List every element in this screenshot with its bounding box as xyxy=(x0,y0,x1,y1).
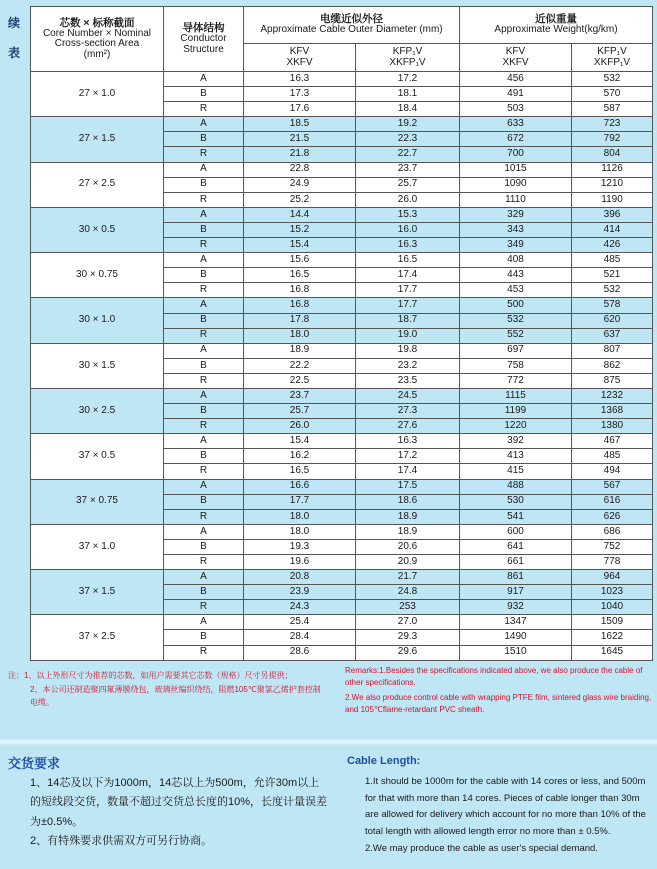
conductor-cell: A xyxy=(164,162,244,177)
core-spec-cell: 30 × 2.5 xyxy=(31,388,164,433)
weight-kfp1v-cell: 570 xyxy=(572,87,653,102)
weight-kfv-cell: 532 xyxy=(460,313,572,328)
section-divider xyxy=(0,738,657,746)
conductor-cell: B xyxy=(164,358,244,373)
table-row xyxy=(31,570,653,585)
weight-kfp1v-cell: 1126 xyxy=(572,162,653,177)
weight-kfv-cell: 1490 xyxy=(460,630,572,645)
table-row xyxy=(31,388,653,403)
diameter-kfp1v-cell: 17.5 xyxy=(356,479,460,494)
diameter-kfv-cell: 18.9 xyxy=(244,343,356,358)
weight-kfp1v-cell: 532 xyxy=(572,283,653,298)
diameter-kfp1v-cell: 23.7 xyxy=(356,162,460,177)
weight-kfv-cell: 917 xyxy=(460,585,572,600)
weight-kfp1v-cell: 521 xyxy=(572,268,653,283)
diameter-kfp1v-cell: 18.9 xyxy=(356,524,460,539)
diameter-kfp1v-cell: 24.8 xyxy=(356,585,460,600)
diameter-kfv-cell: 15.6 xyxy=(244,253,356,268)
diameter-kfv-cell: 28.6 xyxy=(244,645,356,660)
core-spec-cell: 30 × 1.0 xyxy=(31,298,164,343)
diameter-kfv-cell: 23.9 xyxy=(244,585,356,600)
conductor-cell: B xyxy=(164,539,244,554)
weight-kfp1v-cell: 637 xyxy=(572,328,653,343)
diameter-kfv-cell: 22.5 xyxy=(244,373,356,388)
diameter-kfp1v-cell: 23.5 xyxy=(356,373,460,388)
core-spec-cell: 27 × 1.0 xyxy=(31,72,164,117)
weight-kfp1v-cell: 1023 xyxy=(572,585,653,600)
weight-kfp1v-cell: 578 xyxy=(572,298,653,313)
weight-kfp1v-cell: 752 xyxy=(572,539,653,554)
diameter-kfv-cell: 16.5 xyxy=(244,268,356,283)
diameter-kfv-cell: 22.8 xyxy=(244,162,356,177)
diameter-kfp1v-cell: 18.6 xyxy=(356,494,460,509)
delivery-title-en: Cable Length: xyxy=(347,755,421,767)
delivery-body-en xyxy=(347,774,652,857)
note-en-1: Remarks:1.Besides the specifications indicated above, we also produce the cable of other specifications. xyxy=(345,666,643,687)
diameter-kfv-cell: 25.2 xyxy=(244,192,356,207)
delivery-en-p2: 2.We may produce the cable as user's special demand. xyxy=(365,842,598,854)
weight-kfp1v-cell: 686 xyxy=(572,524,653,539)
diameter-kfv-cell: 18.0 xyxy=(244,328,356,343)
diameter-kfp1v-cell: 20.6 xyxy=(356,539,460,554)
diameter-kfv-cell: 19.6 xyxy=(244,555,356,570)
delivery-cn-p1: 1、14芯及以下为1000m，14芯以上为500m，允许30m以上的短线段交货，数量不超过交货总长度的10%，长度计量误差为±0.5%。 xyxy=(30,777,328,828)
weight-kfv-cell: 1115 xyxy=(460,388,572,403)
conductor-cell: R xyxy=(164,238,244,253)
weight-kfv-cell: 1110 xyxy=(460,192,572,207)
diameter-kfv-cell: 22.2 xyxy=(244,358,356,373)
weight-kfv-cell: 600 xyxy=(460,524,572,539)
notes-chinese xyxy=(8,669,328,710)
conductor-cell: B xyxy=(164,585,244,600)
weight-kfp1v-cell: 532 xyxy=(572,72,653,87)
diameter-kfp1v-cell: 22.7 xyxy=(356,147,460,162)
diameter-kfp1v-cell: 18.4 xyxy=(356,102,460,117)
weight-kfp1v-cell: 862 xyxy=(572,358,653,373)
weight-kfv-cell: 530 xyxy=(460,494,572,509)
note-cn-2: 2、本公司还制造聚四氟薄膜绕包，玻璃丝编织绕结，阻燃105℃聚氯乙烯护套控制电缆。 xyxy=(30,684,321,708)
conductor-cell: R xyxy=(164,147,244,162)
diameter-kfv-cell: 17.3 xyxy=(244,87,356,102)
header-conductor: 导体结构 Conductor Structure xyxy=(164,7,244,72)
side-label-continued-2: 表 xyxy=(7,46,20,60)
conductor-cell: R xyxy=(164,509,244,524)
header-weight-kfv: KFV XKFV xyxy=(460,44,572,72)
weight-kfv-cell: 700 xyxy=(460,147,572,162)
diameter-kfv-cell: 16.3 xyxy=(244,72,356,87)
weight-kfp1v-cell: 626 xyxy=(572,509,653,524)
core-spec-cell: 37 × 0.5 xyxy=(31,434,164,479)
weight-kfp1v-cell: 567 xyxy=(572,479,653,494)
diameter-kfp1v-cell: 17.2 xyxy=(356,72,460,87)
conductor-cell: A xyxy=(164,524,244,539)
diameter-kfv-cell: 19.3 xyxy=(244,539,356,554)
weight-kfp1v-cell: 485 xyxy=(572,253,653,268)
weight-kfv-cell: 491 xyxy=(460,87,572,102)
table-row xyxy=(31,117,653,132)
conductor-cell: A xyxy=(164,72,244,87)
diameter-kfv-cell: 28.4 xyxy=(244,630,356,645)
conductor-cell: B xyxy=(164,132,244,147)
diameter-kfp1v-cell: 17.7 xyxy=(356,283,460,298)
weight-kfv-cell: 408 xyxy=(460,253,572,268)
weight-kfv-cell: 661 xyxy=(460,555,572,570)
weight-kfv-cell: 758 xyxy=(460,358,572,373)
weight-kfv-cell: 861 xyxy=(460,570,572,585)
diameter-kfp1v-cell: 17.4 xyxy=(356,464,460,479)
weight-kfp1v-cell: 807 xyxy=(572,343,653,358)
diameter-kfv-cell: 25.4 xyxy=(244,615,356,630)
weight-kfv-cell: 443 xyxy=(460,268,572,283)
diameter-kfp1v-cell: 29.6 xyxy=(356,645,460,660)
diameter-kfp1v-cell: 26.0 xyxy=(356,192,460,207)
weight-kfp1v-cell: 723 xyxy=(572,117,653,132)
note-cn-1: 注：1、以上外形尺寸为推荐的芯数，如用户需要其它芯数（规格）尺寸另提供； xyxy=(8,671,293,680)
core-spec-cell: 37 × 1.5 xyxy=(31,570,164,615)
diameter-kfp1v-cell: 19.2 xyxy=(356,117,460,132)
delivery-body-cn xyxy=(8,774,328,851)
conductor-cell: B xyxy=(164,268,244,283)
weight-kfv-cell: 641 xyxy=(460,539,572,554)
weight-kfp1v-cell: 1380 xyxy=(572,419,653,434)
weight-kfp1v-cell: 1368 xyxy=(572,404,653,419)
diameter-kfv-cell: 21.8 xyxy=(244,147,356,162)
conductor-cell: A xyxy=(164,615,244,630)
weight-kfp1v-cell: 964 xyxy=(572,570,653,585)
delivery-cn-p2: 2、有特殊要求供需双方可另行协商。 xyxy=(30,834,213,847)
diameter-kfp1v-cell: 27.3 xyxy=(356,404,460,419)
diameter-kfv-cell: 15.4 xyxy=(244,238,356,253)
conductor-cell: B xyxy=(164,404,244,419)
weight-kfp1v-cell: 778 xyxy=(572,555,653,570)
conductor-cell: R xyxy=(164,645,244,660)
core-spec-cell: 30 × 0.5 xyxy=(31,207,164,252)
header-weight-kfp1v: KFP₁V XKFP₁V xyxy=(572,44,653,72)
diameter-kfp1v-cell: 17.2 xyxy=(356,449,460,464)
weight-kfp1v-cell: 616 xyxy=(572,494,653,509)
diameter-kfv-cell: 17.7 xyxy=(244,494,356,509)
diameter-kfp1v-cell: 29.3 xyxy=(356,630,460,645)
diameter-kfp1v-cell: 16.3 xyxy=(356,434,460,449)
diameter-kfv-cell: 14.4 xyxy=(244,207,356,222)
weight-kfp1v-cell: 426 xyxy=(572,238,653,253)
conductor-cell: B xyxy=(164,494,244,509)
weight-kfv-cell: 392 xyxy=(460,434,572,449)
diameter-kfv-cell: 17.8 xyxy=(244,313,356,328)
conductor-cell: A xyxy=(164,253,244,268)
weight-kfv-cell: 1015 xyxy=(460,162,572,177)
weight-kfp1v-cell: 1645 xyxy=(572,645,653,660)
table-row xyxy=(31,343,653,358)
conductor-cell: R xyxy=(164,419,244,434)
core-spec-cell: 30 × 0.75 xyxy=(31,253,164,298)
diameter-kfv-cell: 17.6 xyxy=(244,102,356,117)
diameter-kfp1v-cell: 21.7 xyxy=(356,570,460,585)
weight-kfv-cell: 1090 xyxy=(460,177,572,192)
diameter-kfv-cell: 15.4 xyxy=(244,434,356,449)
diameter-kfv-cell: 18.5 xyxy=(244,117,356,132)
weight-kfv-cell: 541 xyxy=(460,509,572,524)
diameter-kfv-cell: 18.0 xyxy=(244,509,356,524)
conductor-cell: B xyxy=(164,177,244,192)
conductor-cell: R xyxy=(164,464,244,479)
diameter-kfv-cell: 21.5 xyxy=(244,132,356,147)
conductor-cell: B xyxy=(164,449,244,464)
weight-kfv-cell: 488 xyxy=(460,479,572,494)
conductor-cell: A xyxy=(164,434,244,449)
diameter-kfv-cell: 26.0 xyxy=(244,419,356,434)
weight-kfv-cell: 552 xyxy=(460,328,572,343)
core-spec-cell: 27 × 2.5 xyxy=(31,162,164,207)
conductor-cell: A xyxy=(164,388,244,403)
diameter-kfv-cell: 16.8 xyxy=(244,298,356,313)
conductor-cell: A xyxy=(164,207,244,222)
header-diameter-kfp1v: KFP₁V XKFP₁V xyxy=(356,44,460,72)
weight-kfp1v-cell: 1509 xyxy=(572,615,653,630)
weight-kfv-cell: 1220 xyxy=(460,419,572,434)
cable-spec-table xyxy=(30,6,653,661)
core-spec-cell: 30 × 1.5 xyxy=(31,343,164,388)
diameter-kfp1v-cell: 17.4 xyxy=(356,268,460,283)
diameter-kfv-cell: 16.6 xyxy=(244,479,356,494)
table-row xyxy=(31,434,653,449)
table-row xyxy=(31,524,653,539)
weight-kfv-cell: 503 xyxy=(460,102,572,117)
diameter-kfv-cell: 18.0 xyxy=(244,524,356,539)
conductor-cell: R xyxy=(164,600,244,615)
weight-kfp1v-cell: 1210 xyxy=(572,177,653,192)
weight-kfp1v-cell: 494 xyxy=(572,464,653,479)
weight-kfv-cell: 413 xyxy=(460,449,572,464)
weight-kfv-cell: 456 xyxy=(460,72,572,87)
diameter-kfp1v-cell: 18.1 xyxy=(356,87,460,102)
weight-kfp1v-cell: 467 xyxy=(572,434,653,449)
weight-kfp1v-cell: 396 xyxy=(572,207,653,222)
table-row xyxy=(31,72,653,87)
weight-kfp1v-cell: 1040 xyxy=(572,600,653,615)
conductor-cell: B xyxy=(164,630,244,645)
diameter-kfp1v-cell: 16.0 xyxy=(356,222,460,237)
diameter-kfv-cell: 20.8 xyxy=(244,570,356,585)
weight-kfp1v-cell: 804 xyxy=(572,147,653,162)
diameter-kfp1v-cell: 16.3 xyxy=(356,238,460,253)
table-row xyxy=(31,298,653,313)
weight-kfv-cell: 1347 xyxy=(460,615,572,630)
conductor-cell: B xyxy=(164,313,244,328)
diameter-kfp1v-cell: 19.8 xyxy=(356,343,460,358)
conductor-cell: R xyxy=(164,283,244,298)
diameter-kfp1v-cell: 18.7 xyxy=(356,313,460,328)
weight-kfp1v-cell: 620 xyxy=(572,313,653,328)
weight-kfv-cell: 1199 xyxy=(460,404,572,419)
conductor-cell: A xyxy=(164,479,244,494)
table-row xyxy=(31,253,653,268)
diameter-kfv-cell: 16.2 xyxy=(244,449,356,464)
weight-kfv-cell: 415 xyxy=(460,464,572,479)
diameter-kfp1v-cell: 25.7 xyxy=(356,177,460,192)
weight-kfp1v-cell: 1190 xyxy=(572,192,653,207)
weight-kfp1v-cell: 485 xyxy=(572,449,653,464)
diameter-kfp1v-cell: 17.7 xyxy=(356,298,460,313)
diameter-kfp1v-cell: 16.5 xyxy=(356,253,460,268)
weight-kfv-cell: 697 xyxy=(460,343,572,358)
note-en-2: 2.We also produce control cable with wrapping PTFE film, sintered glass wire braiding, and 105℃flame-retardant PVC sheath. xyxy=(345,693,652,714)
diameter-kfv-cell: 24.9 xyxy=(244,177,356,192)
table-row xyxy=(31,615,653,630)
table-row xyxy=(31,162,653,177)
diameter-kfp1v-cell: 15.3 xyxy=(356,207,460,222)
diameter-kfp1v-cell: 19.0 xyxy=(356,328,460,343)
diameter-kfp1v-cell: 27.6 xyxy=(356,419,460,434)
diameter-kfv-cell: 16.5 xyxy=(244,464,356,479)
diameter-kfp1v-cell: 20.9 xyxy=(356,555,460,570)
weight-kfv-cell: 633 xyxy=(460,117,572,132)
weight-kfp1v-cell: 414 xyxy=(572,222,653,237)
weight-kfp1v-cell: 1232 xyxy=(572,388,653,403)
weight-kfv-cell: 500 xyxy=(460,298,572,313)
weight-kfp1v-cell: 792 xyxy=(572,132,653,147)
header-weight: 近似重量 Approximate Weight(kg/km) xyxy=(460,7,653,44)
core-spec-cell: 37 × 2.5 xyxy=(31,615,164,660)
weight-kfv-cell: 1510 xyxy=(460,645,572,660)
core-spec-cell: 27 × 1.5 xyxy=(31,117,164,162)
diameter-kfp1v-cell: 23.2 xyxy=(356,358,460,373)
conductor-cell: B xyxy=(164,222,244,237)
header-core-number: 芯数 × 标称截面 Core Number × Nominal Cross-section Area (mm²) xyxy=(31,7,164,72)
diameter-kfv-cell: 16.8 xyxy=(244,283,356,298)
conductor-cell: A xyxy=(164,298,244,313)
weight-kfv-cell: 453 xyxy=(460,283,572,298)
side-label-continued-1: 续 xyxy=(7,16,20,30)
diameter-kfv-cell: 15.2 xyxy=(244,222,356,237)
weight-kfp1v-cell: 875 xyxy=(572,373,653,388)
weight-kfv-cell: 672 xyxy=(460,132,572,147)
diameter-kfv-cell: 23.7 xyxy=(244,388,356,403)
diameter-kfp1v-cell: 24.5 xyxy=(356,388,460,403)
delivery-title-cn: 交货要求 xyxy=(8,756,61,771)
header-diameter: 电缆近似外径 Approximate Cable Outer Diameter (mm) xyxy=(244,7,460,44)
weight-kfp1v-cell: 587 xyxy=(572,102,653,117)
weight-kfv-cell: 349 xyxy=(460,238,572,253)
conductor-cell: A xyxy=(164,117,244,132)
table-row xyxy=(31,479,653,494)
notes-english xyxy=(345,665,655,719)
weight-kfv-cell: 329 xyxy=(460,207,572,222)
weight-kfv-cell: 932 xyxy=(460,600,572,615)
core-spec-cell: 37 × 0.75 xyxy=(31,479,164,524)
core-spec-cell: 37 × 1.0 xyxy=(31,524,164,569)
delivery-en-p1: 1.It should be 1000m for the cable with 14 cores or less, and 500m for that with more than 14 cores. Pieces of cable longer than 30m are allowed for delivery which account for no more than 10% of the total length with allowed length error no more than ± 0.5%. xyxy=(365,776,646,837)
conductor-cell: A xyxy=(164,570,244,585)
diameter-kfv-cell: 25.7 xyxy=(244,404,356,419)
conductor-cell: R xyxy=(164,328,244,343)
conductor-cell: R xyxy=(164,373,244,388)
conductor-cell: R xyxy=(164,192,244,207)
conductor-cell: R xyxy=(164,102,244,117)
diameter-kfp1v-cell: 253 xyxy=(356,600,460,615)
weight-kfp1v-cell: 1622 xyxy=(572,630,653,645)
header-diameter-kfv: KFV XKFV xyxy=(244,44,356,72)
diameter-kfp1v-cell: 18.9 xyxy=(356,509,460,524)
weight-kfv-cell: 772 xyxy=(460,373,572,388)
diameter-kfp1v-cell: 22.3 xyxy=(356,132,460,147)
weight-kfv-cell: 343 xyxy=(460,222,572,237)
conductor-cell: B xyxy=(164,87,244,102)
conductor-cell: A xyxy=(164,343,244,358)
table-row xyxy=(31,207,653,222)
diameter-kfp1v-cell: 27.0 xyxy=(356,615,460,630)
diameter-kfv-cell: 24.3 xyxy=(244,600,356,615)
conductor-cell: R xyxy=(164,555,244,570)
